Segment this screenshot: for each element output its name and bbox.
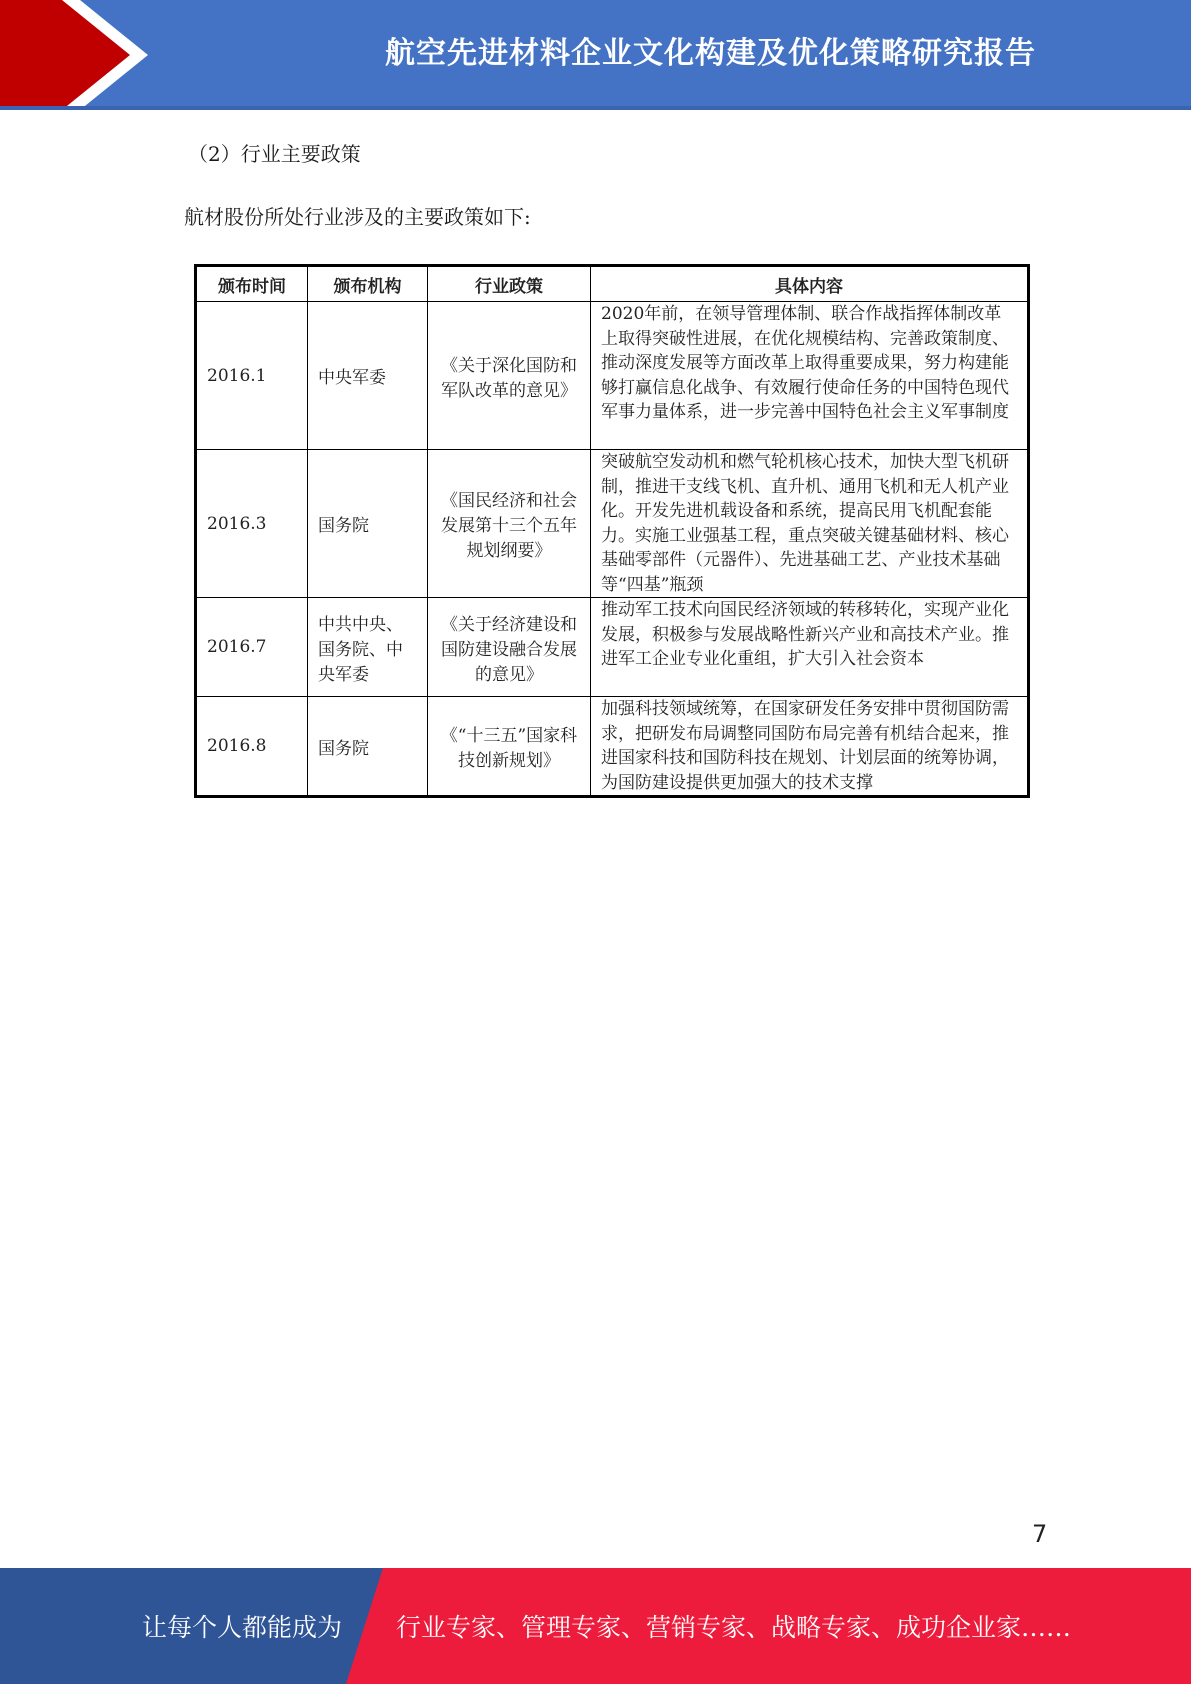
header-banner bbox=[0, 0, 1191, 110]
footer-banner bbox=[0, 1568, 1191, 1684]
cell-date: 2016.7 bbox=[196, 598, 308, 697]
cell-content: 2020年前，在领导管理体制、联合作战指挥体制改革上取得突破性进展，在优化规模结构、完善政策制度、推动深度发展等方面改革上取得重要成果，努力构建能够打赢信息化战争、有效履行使命任务的中国特色现代军事力量体系，进一步完善中国特色社会主义军事制度 bbox=[591, 302, 1029, 450]
header-org: 颁布机构 bbox=[308, 266, 428, 302]
header-policy: 行业政策 bbox=[428, 266, 591, 302]
table-row bbox=[196, 450, 1029, 598]
cell-date: 2016.8 bbox=[196, 697, 308, 797]
footer-slogan-left: 让每个人都能成为 bbox=[142, 1613, 343, 1642]
intro-text: 航材股份所处行业涉及的主要政策如下: bbox=[184, 205, 531, 229]
cell-content: 突破航空发动机和燃气轮机核心技术，加快大型飞机研制，推进干支线飞机、直升机、通用飞机和无人机产业化。开发先进机载设备和系统，提高民用飞机配套能力。实施工业强基工程，重点突破关键基础材料、核心基础零部件（元器件）、先进基础工艺、产业技术基础等“四基”瓶颈 bbox=[591, 450, 1029, 598]
cell-policy: 《关于经济建设和国防建设融合发展的意见》 bbox=[428, 598, 591, 697]
cell-policy: 《关于深化国防和军队改革的意见》 bbox=[428, 302, 591, 450]
page-number: 7 bbox=[1032, 1520, 1048, 1548]
table-row bbox=[196, 302, 1029, 450]
table-row bbox=[196, 598, 1029, 697]
cell-org: 国务院 bbox=[308, 697, 428, 797]
cell-policy: 《“十三五”国家科技创新规划》 bbox=[428, 697, 591, 797]
table-row bbox=[196, 697, 1029, 797]
cell-org: 国务院 bbox=[308, 450, 428, 598]
cell-content: 加强科技领域统筹，在国家研发任务安排中贯彻国防需求，把研发布局调整同国防布局完善有机结合起来，推进国家科技和国防科技在规划、计划层面的统筹协调，为国防建设提供更加强大的技术支撑 bbox=[591, 697, 1029, 797]
cell-org: 中共中央、国务院、中央军委 bbox=[308, 598, 428, 697]
cell-content: 推动军工技术向国民经济领域的转移转化，实现产业化发展，积极参与发展战略性新兴产业和高技术产业。推进军工企业专业化重组，扩大引入社会资本 bbox=[591, 598, 1029, 697]
cell-date: 2016.1 bbox=[196, 302, 308, 450]
cell-org: 中央军委 bbox=[308, 302, 428, 450]
cell-policy: 《国民经济和社会发展第十三个五年规划纲要》 bbox=[428, 450, 591, 598]
header-date: 颁布时间 bbox=[196, 266, 308, 302]
footer-slogan-right: 行业专家、管理专家、营销专家、战略专家、成功企业家…… bbox=[396, 1613, 1072, 1642]
header-content: 具体内容 bbox=[591, 266, 1029, 302]
table-header-row bbox=[196, 266, 1029, 302]
policy-table bbox=[194, 264, 1030, 798]
header-divider bbox=[0, 106, 1191, 110]
section-heading: （2）行业主要政策 bbox=[188, 142, 361, 166]
report-title: 航空先进材料企业文化构建及优化策略研究报告 bbox=[385, 36, 1036, 71]
chevron-decoration bbox=[0, 0, 240, 110]
cell-date: 2016.3 bbox=[196, 450, 308, 598]
